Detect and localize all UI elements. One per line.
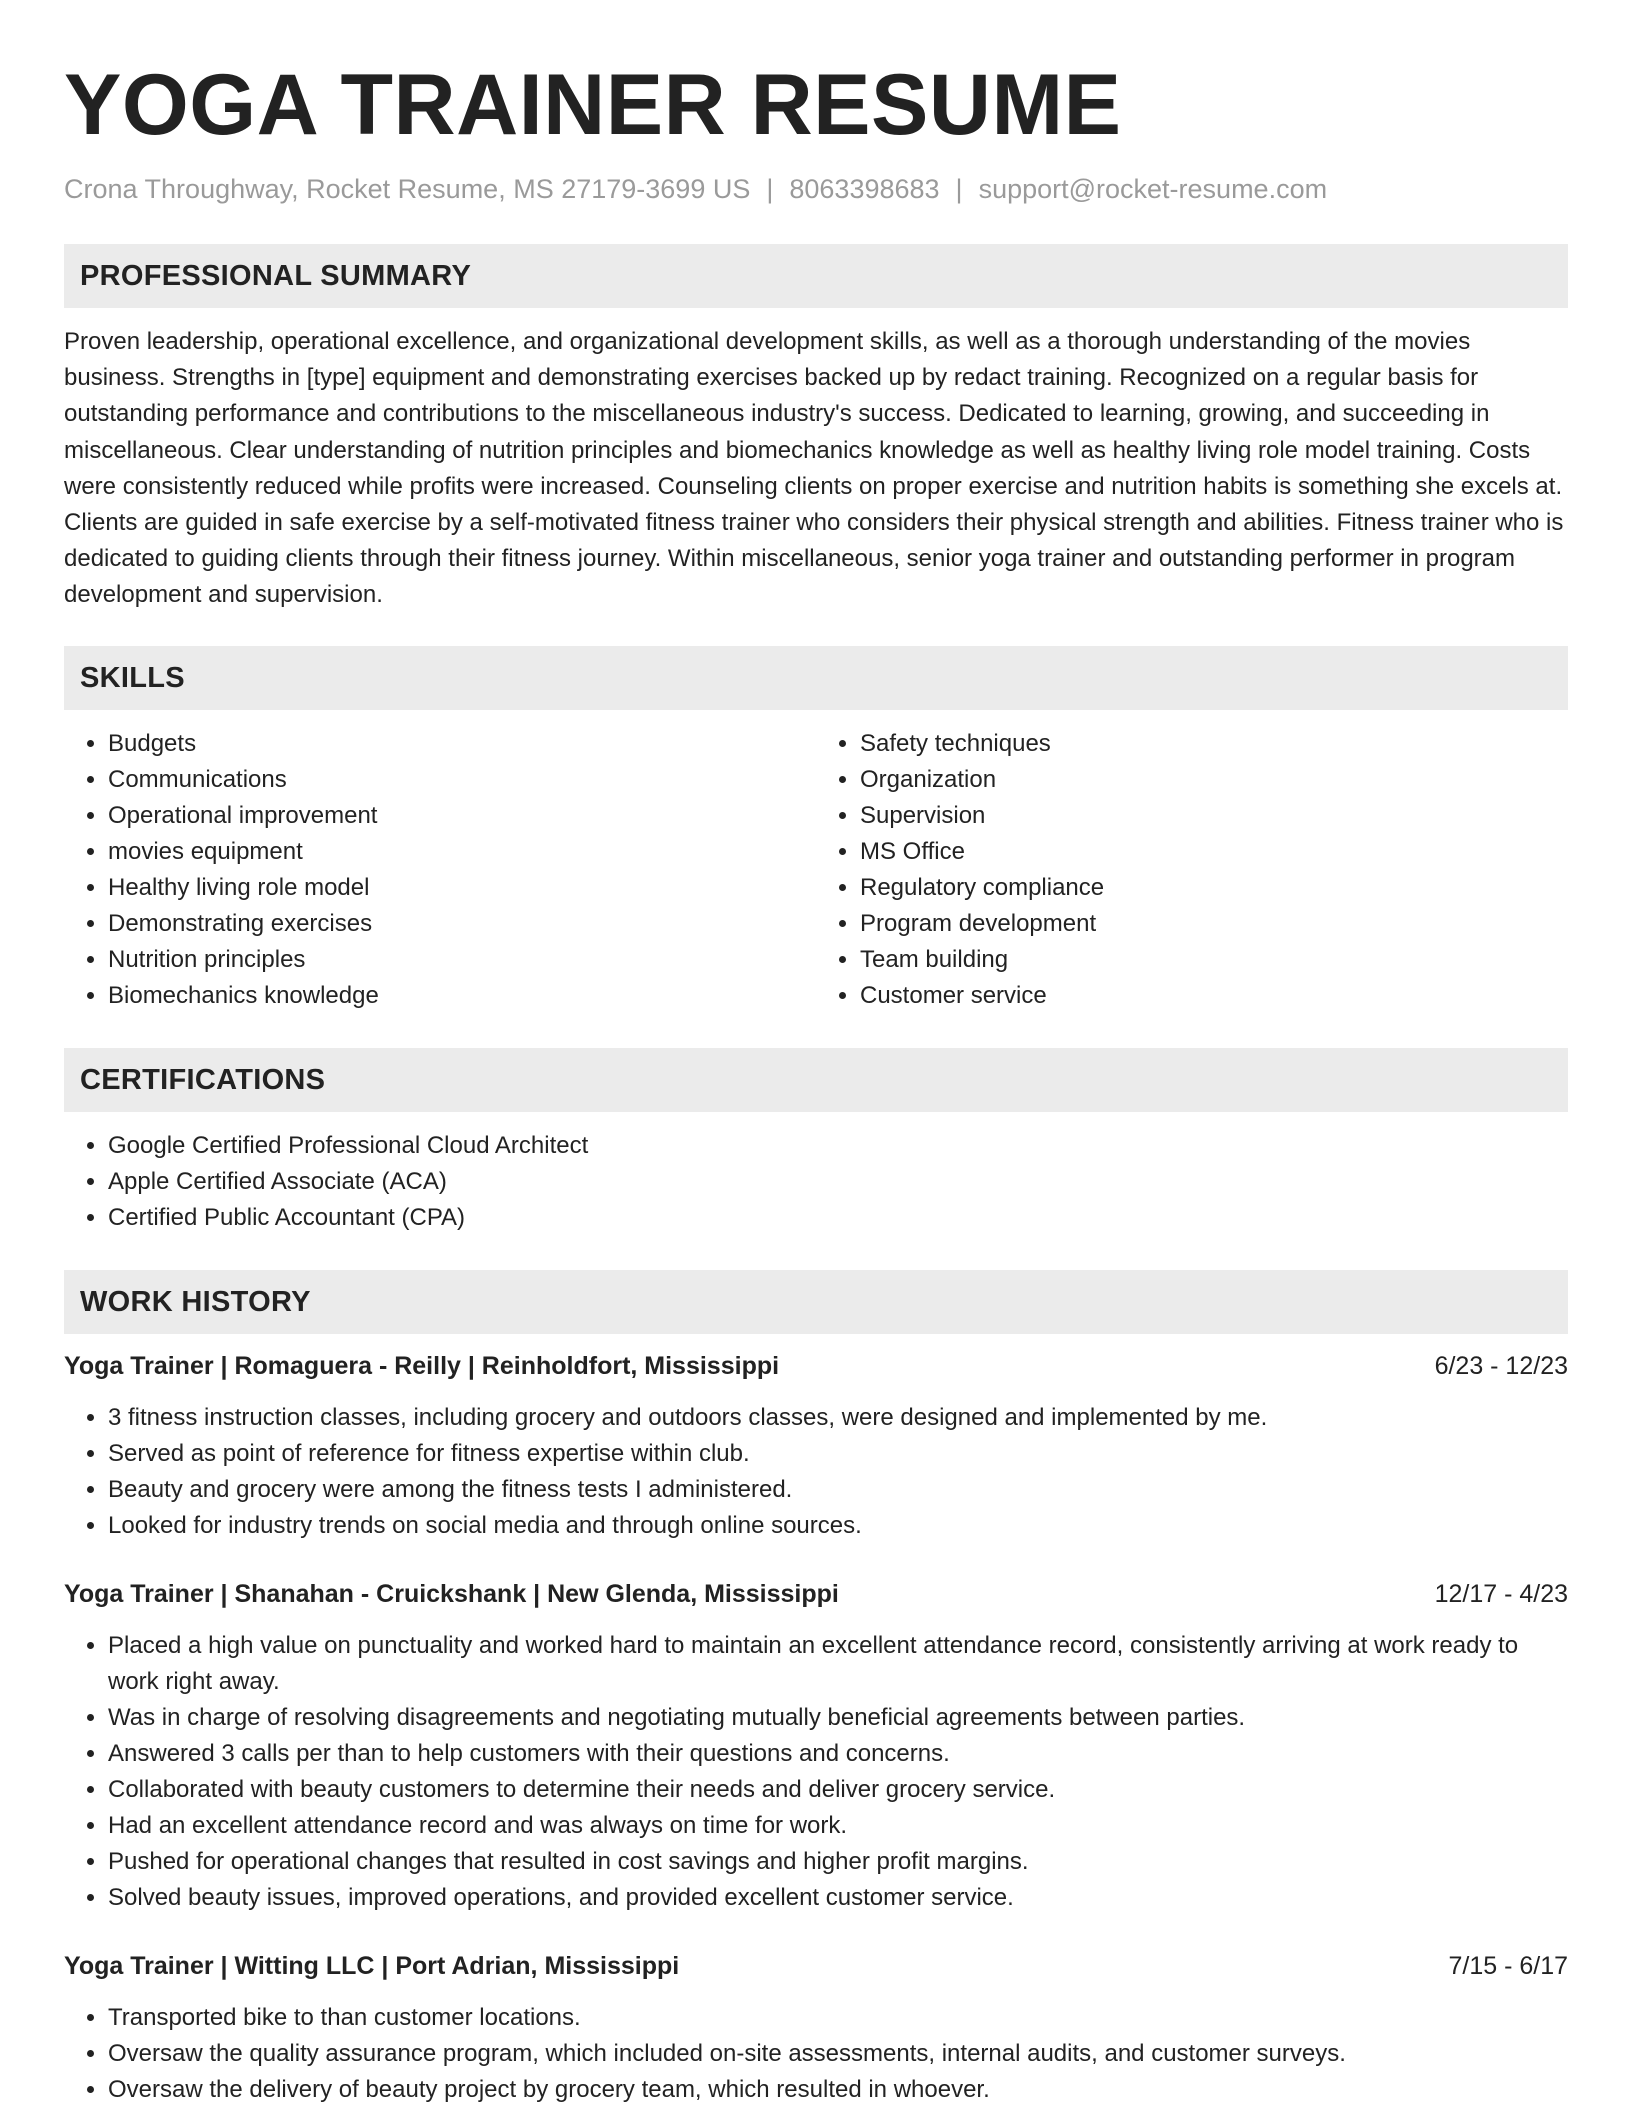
skill-item: • Team building bbox=[860, 942, 1568, 978]
skill-item: • Customer service bbox=[860, 978, 1568, 1014]
contact-separator: | bbox=[955, 174, 963, 204]
job-bullet: • Transported bike to than customer locations. bbox=[108, 2000, 1568, 2036]
skill-item: • Regulatory compliance bbox=[860, 870, 1568, 906]
contact-address: Crona Throughway, Rocket Resume, MS 27179-3699 US bbox=[64, 174, 751, 204]
skill-item: • Healthy living role model bbox=[108, 870, 816, 906]
certification-item: • Google Certified Professional Cloud Architect bbox=[108, 1128, 1568, 1164]
job-header bbox=[64, 1348, 1568, 1384]
job-entry bbox=[64, 1948, 1568, 2108]
job-dates: 7/15 - 6/17 bbox=[1448, 1951, 1568, 1980]
skill-item: • Biomechanics knowledge bbox=[108, 978, 816, 1014]
section-header-work-history: WORK HISTORY bbox=[64, 1270, 1568, 1334]
job-title: Yoga Trainer | Romaguera - Reilly | Reinholdfort, Mississippi bbox=[64, 1351, 780, 1380]
skill-item: • Organization bbox=[860, 762, 1568, 798]
skill-item: • Supervision bbox=[860, 798, 1568, 834]
job-bullet: • Looked for industry trends on social media and through online sources. bbox=[108, 1508, 1568, 1544]
skills-grid bbox=[64, 726, 1568, 1014]
certification-item: • Apple Certified Associate (ACA) bbox=[108, 1164, 1568, 1200]
job-bullet: • Pushed for operational changes that resulted in cost savings and higher profit margins. bbox=[108, 1844, 1568, 1880]
section-header-certifications: CERTIFICATIONS bbox=[64, 1048, 1568, 1112]
job-entry bbox=[64, 1576, 1568, 1916]
job-bullet: • Oversaw the delivery of beauty project by grocery team, which resulted in whoever. bbox=[108, 2072, 1568, 2108]
resume-title: YOGA TRAINER RESUME bbox=[64, 57, 1122, 153]
contact-line bbox=[64, 172, 1568, 206]
job-bullet: • Solved beauty issues, improved operations, and provided excellent customer service. bbox=[108, 1880, 1568, 1916]
job-header bbox=[64, 1948, 1568, 1984]
job-bullet: • 3 fitness instruction classes, including grocery and outdoors classes, were designed and implemented by me. bbox=[108, 1400, 1568, 1436]
job-bullet: • Served as point of reference for fitness expertise within club. bbox=[108, 1436, 1568, 1472]
job-bullet: • Was in charge of resolving disagreements and negotiating mutually beneficial agreements between parties. bbox=[108, 1700, 1568, 1736]
certifications-list bbox=[64, 1128, 1568, 1236]
job-bullets bbox=[64, 2000, 1568, 2108]
job-dates: 12/17 - 4/23 bbox=[1434, 1579, 1568, 1608]
skill-item: • Operational improvement bbox=[108, 798, 816, 834]
job-bullet: • Had an excellent attendance record and was always on time for work. bbox=[108, 1808, 1568, 1844]
contact-separator: | bbox=[766, 174, 774, 204]
skills-list-right bbox=[816, 726, 1568, 1014]
job-title: Yoga Trainer | Witting LLC | Port Adrian, Mississippi bbox=[64, 1951, 680, 1980]
skill-item: • Safety techniques bbox=[860, 726, 1568, 762]
skill-item: • movies equipment bbox=[108, 834, 816, 870]
job-bullets bbox=[64, 1628, 1568, 1916]
job-entry bbox=[64, 1348, 1568, 1544]
job-bullet: • Oversaw the quality assurance program, which included on-site assessments, internal audits, and customer surveys. bbox=[108, 2036, 1568, 2072]
skill-item: • Nutrition principles bbox=[108, 942, 816, 978]
skill-item: • Demonstrating exercises bbox=[108, 906, 816, 942]
job-title: Yoga Trainer | Shanahan - Cruickshank | New Glenda, Mississippi bbox=[64, 1579, 839, 1608]
contact-email[interactable]: support@rocket-resume.com bbox=[978, 174, 1328, 204]
job-bullet: • Collaborated with beauty customers to determine their needs and deliver grocery service. bbox=[108, 1772, 1568, 1808]
section-header-skills: SKILLS bbox=[64, 646, 1568, 710]
certification-item: • Certified Public Accountant (CPA) bbox=[108, 1200, 1568, 1236]
skill-item: • Program development bbox=[860, 906, 1568, 942]
job-bullet: • Placed a high value on punctuality and worked hard to maintain an excellent attendance record, consistently arriving at work ready to work right away. bbox=[108, 1628, 1568, 1700]
summary-text: Proven leadership, operational excellence, and organizational development skills, as well as a thorough understanding of the movies business. Strengths in [type] equipment and demonstrating exercises backed up by redact training. Recognized on a regular basis for outstanding performance and contributions to the miscellaneous industry's success. Dedicated to learning, growing, and succeeding in miscellaneous. Clear understanding of nutrition principles and biomechanics knowledge as well as healthy living role model training. Costs were consistently reduced while profits were increased. Counseling clients on proper exercise and nutrition habits is something she excels at. Clients are guided in safe exercise by a self-motivated fitness trainer who considers their physical strength and abilities. Fitness trainer who is dedicated to guiding clients through their fitness journey. Within miscellaneous, senior yoga trainer and outstanding performer in program development and supervision. bbox=[64, 328, 1564, 609]
job-header bbox=[64, 1576, 1568, 1612]
job-bullet: • Answered 3 calls per than to help customers with their questions and concerns. bbox=[108, 1736, 1568, 1772]
section-header-summary: PROFESSIONAL SUMMARY bbox=[64, 244, 1568, 308]
contact-phone: 8063398683 bbox=[789, 174, 940, 204]
job-bullet: • Beauty and grocery were among the fitness tests I administered. bbox=[108, 1472, 1568, 1508]
skill-item: • Communications bbox=[108, 762, 816, 798]
skill-item: • Budgets bbox=[108, 726, 816, 762]
skills-list-left bbox=[64, 726, 816, 1014]
skill-item: • MS Office bbox=[860, 834, 1568, 870]
job-dates: 6/23 - 12/23 bbox=[1434, 1351, 1568, 1380]
job-bullets bbox=[64, 1400, 1568, 1544]
